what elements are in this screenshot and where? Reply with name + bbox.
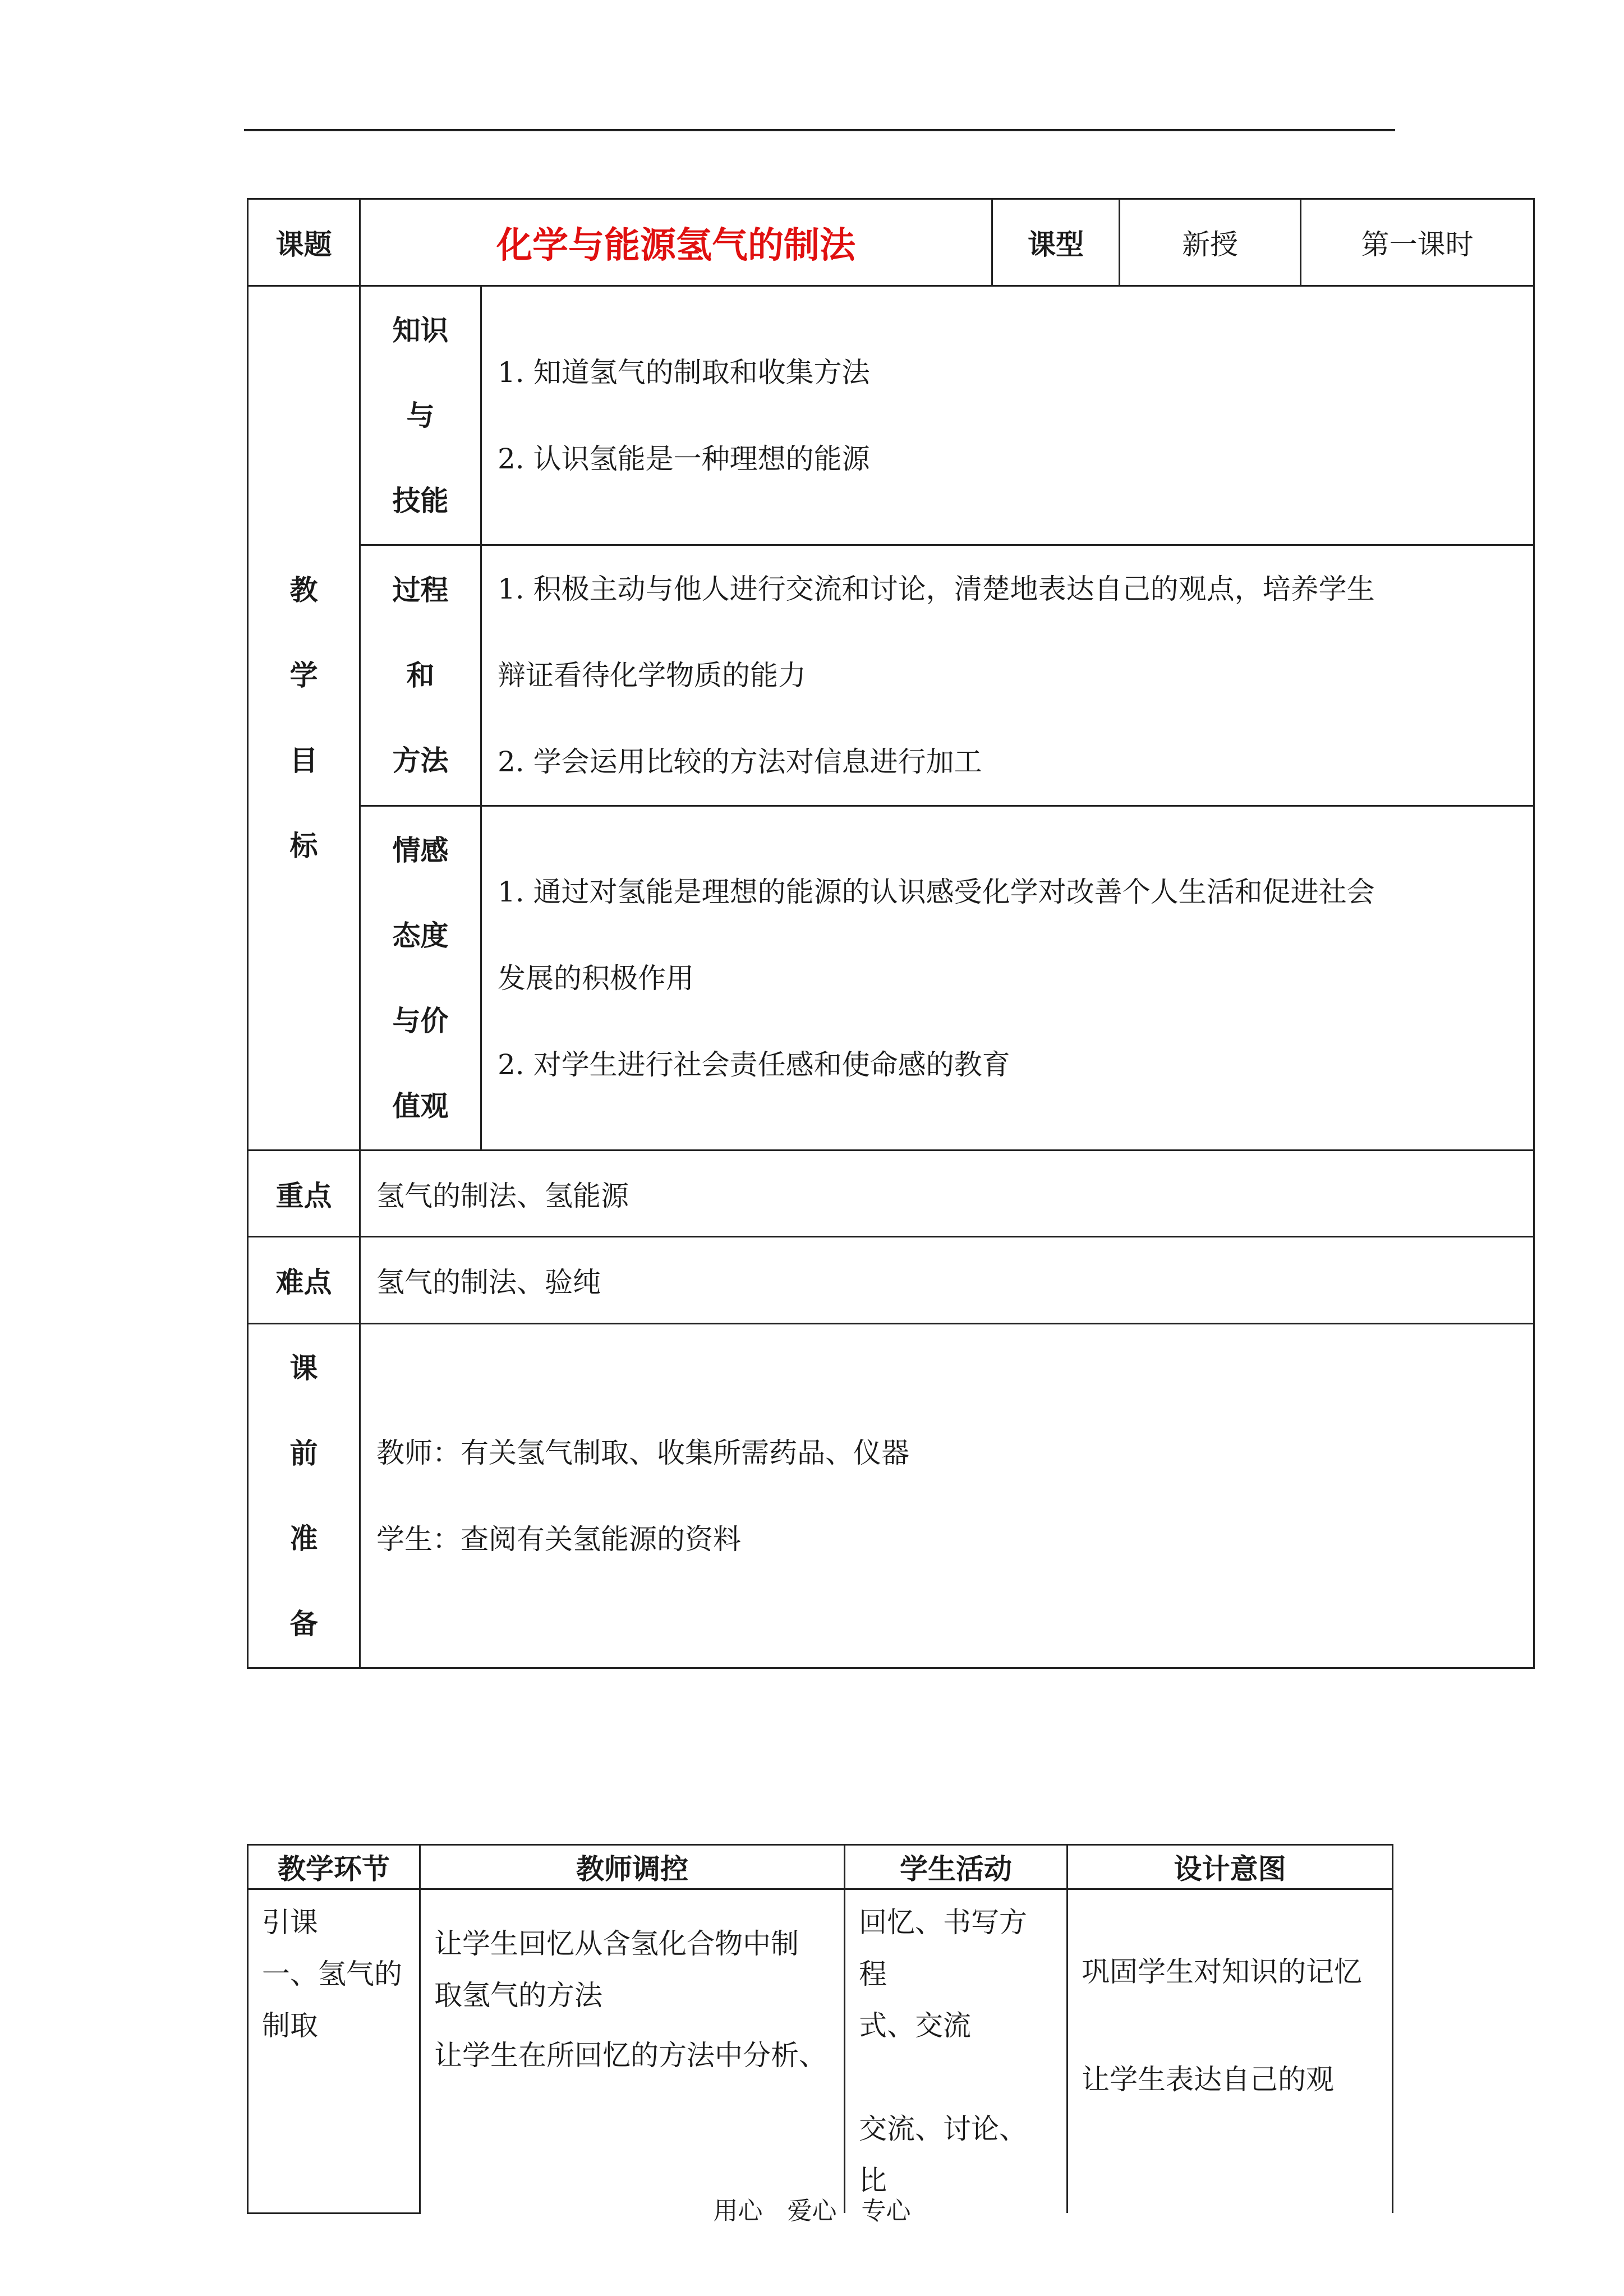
goal-text-process: 1. 积极主动与他人进行交流和讨论，清楚地表达自己的观点，培养学生 辩证看待化学物质的能力 2. 学会运用比较的方法对信息进行加工: [481, 545, 1534, 806]
goal-label-attitude: 情感 态度 与价 值观: [360, 806, 481, 1151]
key-point-label: 重点: [248, 1151, 360, 1237]
topic-row: [248, 199, 1534, 286]
header-teacher: 教师调控: [420, 1845, 845, 1889]
lesson-plan-table: [247, 198, 1535, 1669]
prep-text: 教师：有关氢气制取、收集所需药品、仪器 学生：查阅有关氢能源的资料: [360, 1324, 1534, 1668]
teaching-process-table: [247, 1844, 1393, 2214]
goal-text-attitude: 1. 通过对氢能是理想的能源的认识感受化学对改善个人生活和促进社会 发展的积极作用 2. 对学生进行社会责任感和使命感的教育: [481, 806, 1534, 1151]
teacher-cell: 让学生回忆从含氢化合物中制 取氢气的方法 让学生在所回忆的方法中分析、: [420, 1889, 845, 2214]
goal-row-knowledge: [248, 286, 1534, 545]
footer-motto: 用心 爱心 专心: [713, 2197, 911, 2225]
goal-label-process: 过程 和 方法: [360, 545, 481, 806]
difficulty-value: 氢气的制法、验纯: [360, 1237, 1534, 1324]
period-value: 第一课时: [1301, 199, 1534, 286]
goal-label-knowledge: 知识 与 技能: [360, 286, 481, 545]
student-cell: 回忆、书写方程 式、交流 交流、讨论、比: [845, 1889, 1068, 2214]
lesson-title: 化学与能源氢气的制法: [360, 199, 992, 286]
process-header-row: [248, 1845, 1393, 1889]
header-stage: 教学环节: [248, 1845, 420, 1889]
difficulty-row: [248, 1237, 1534, 1324]
goal-row-attitude: [248, 806, 1534, 1151]
type-value: 新授: [1120, 199, 1301, 286]
goal-row-process: [248, 545, 1534, 806]
key-point-row: [248, 1151, 1534, 1237]
type-label: 课型: [992, 199, 1120, 286]
goal-text-knowledge: 1. 知道氢气的制取和收集方法 2. 认识氢能是一种理想的能源: [481, 286, 1534, 545]
header-student: 学生活动: [845, 1845, 1068, 1889]
topic-label: 课题: [248, 199, 360, 286]
header-rule: [244, 129, 1395, 131]
stage-cell: 引课 一、氢气的 制取: [248, 1889, 420, 2214]
intent-cell: 巩固学生对知识的记忆 让学生表达自己的观: [1068, 1889, 1393, 2214]
goals-label: 教 学 目 标: [248, 286, 360, 1151]
key-point-value: 氢气的制法、氢能源: [360, 1151, 1534, 1237]
header-intent: 设计意图: [1068, 1845, 1393, 1889]
difficulty-label: 难点: [248, 1237, 360, 1324]
process-row: [248, 1889, 1393, 2214]
prep-row: [248, 1324, 1534, 1668]
prep-label: 课 前 准 备: [248, 1324, 360, 1668]
